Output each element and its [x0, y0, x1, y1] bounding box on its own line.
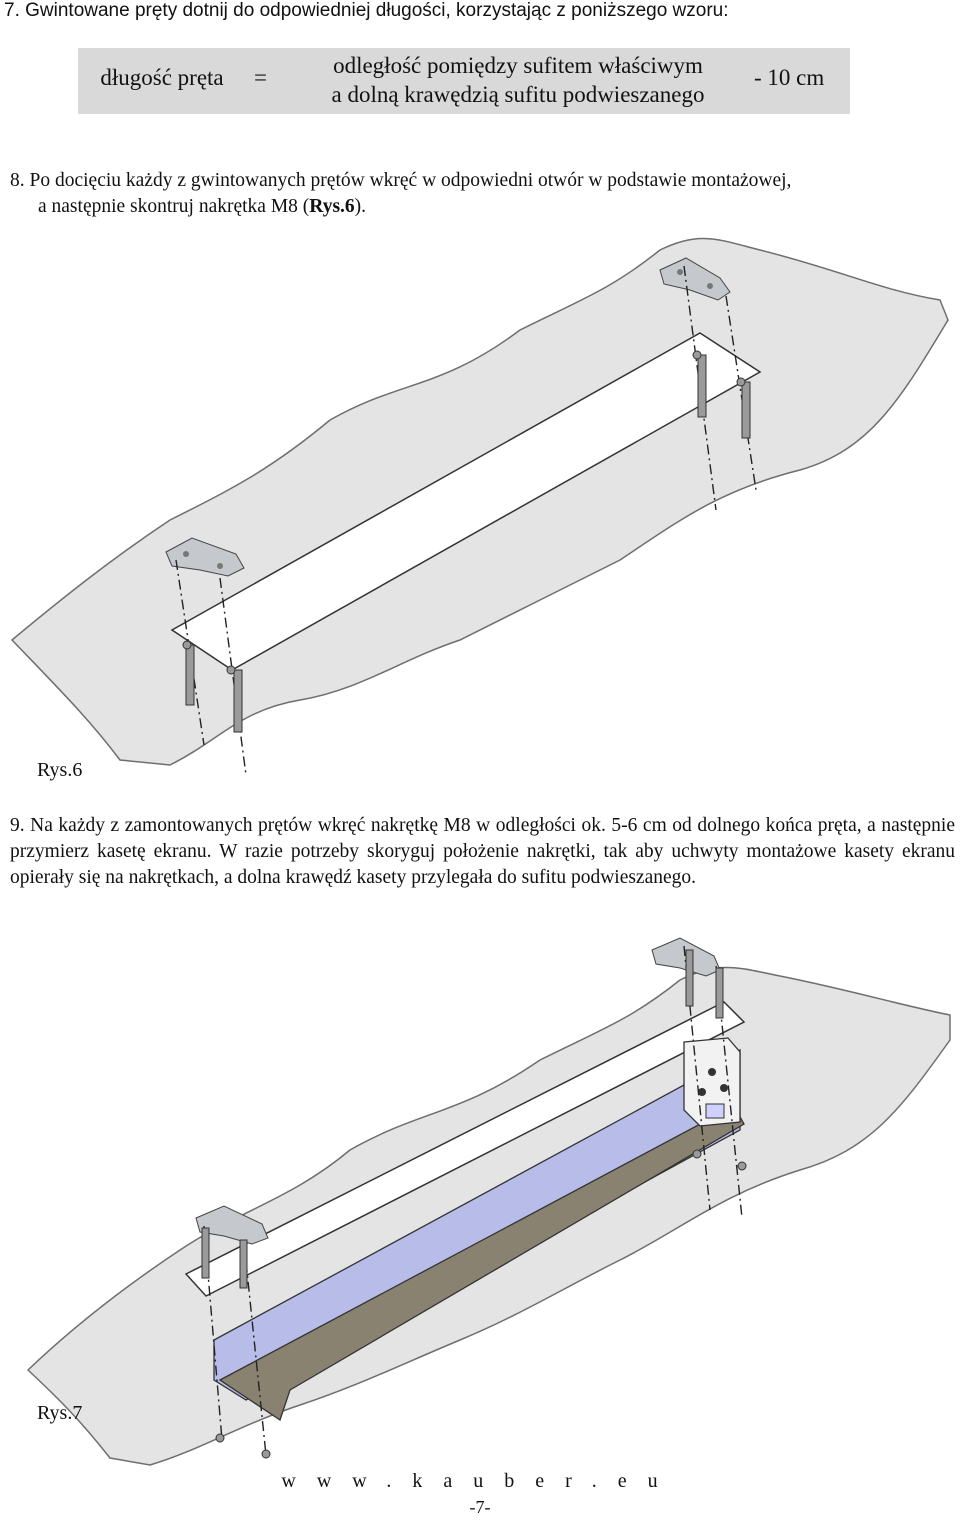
step-9-paragraph: 9. Na każdy z zamontowanych prętów wkręć nakrętkę M8 w odległości ok. 5-6 cm od dolnego końca pręta, a następnie przymierz kasetę ekranu. W razie potrzeby skoryguj położenie nakrętki, tak aby uchwyty montażowe kasety ekranu opierały się na nakrętkach, a dolna krawędź kasety przylegała do sufitu podwieszanego. — [10, 815, 955, 888]
step-8-line1: Po docięciu każdy z gwintowanych prętów wkręć w odpowiedni otwór w podstawie montażowej, — [29, 170, 792, 191]
figure-6-caption: Rys.6 — [37, 759, 83, 781]
page-number: -7- — [469, 1497, 491, 1517]
footer-website-text: www.kauber.eu — [281, 1470, 679, 1492]
formula-middle-line1: odległość pomiędzy sufitem właściwym — [333, 53, 703, 78]
formula-right: - 10 cm — [754, 65, 825, 90]
step-8-figure-ref: Rys.6 — [309, 196, 355, 217]
formula-middle-line2: a dolną krawędzią sufitu podwieszanego — [331, 82, 705, 107]
figure-7-illustration — [0, 910, 960, 1470]
formula-equals: = — [254, 65, 267, 90]
footer-website — [0, 1470, 960, 1493]
step-8-number: 8. — [10, 170, 25, 191]
figure-7-caption: Rys.7 — [37, 1402, 83, 1424]
step-8-line2a: a następnie skontruj nakrętka M8 ( — [38, 196, 310, 217]
step-8-line2b: ). — [354, 196, 367, 217]
formula-left: długość pręta — [100, 65, 224, 90]
step-7-text: 7. Gwintowane pręty dotnij do odpowiedniej długości, korzystając z poniższego wzoru: — [4, 0, 729, 21]
